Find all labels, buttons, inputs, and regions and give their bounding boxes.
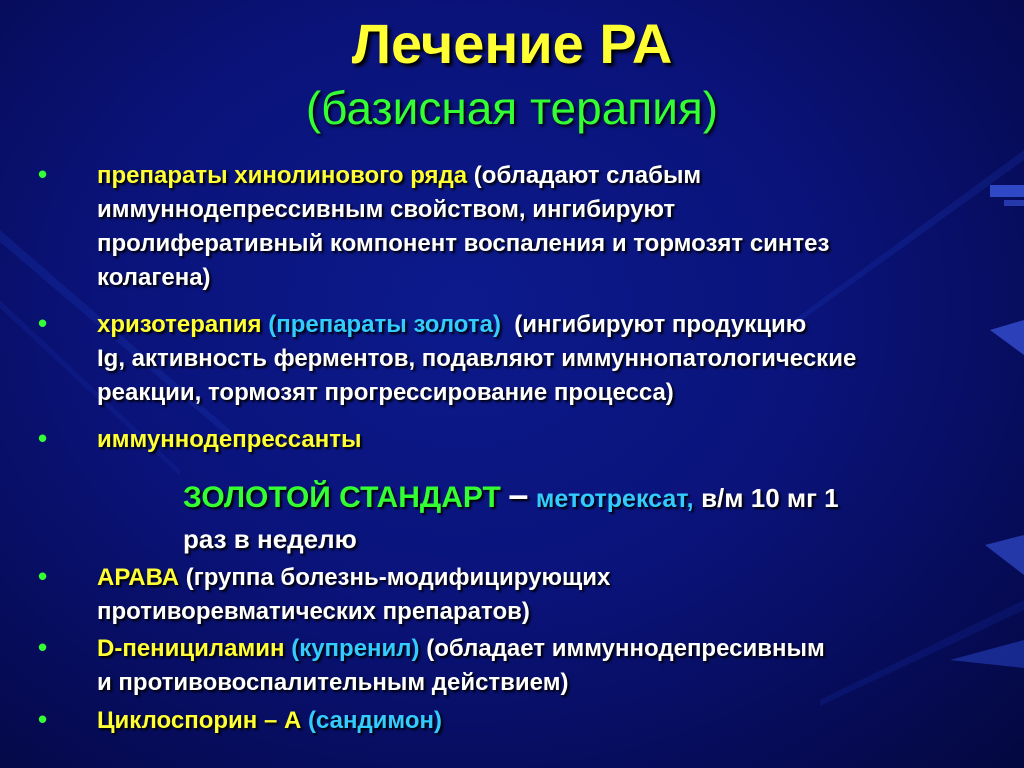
gold-standard-dose: в/м 10 мг 1 [701,483,839,513]
item-description: реакции, тормозят прогрессирование процесса) [97,379,674,406]
gold-standard-note [183,475,983,559]
item-description: иммуннодепрессивным свойством, ингибируют [97,196,676,223]
item-description: пролиферативный компонент воспаления и тормозят синтез [97,230,830,257]
list-item-cyclosporine [97,704,1007,738]
gold-standard-dose: раз в неделю [183,524,357,554]
item-description: противоревматических препаратов) [97,598,530,625]
item-highlight: АРАВА [97,564,180,591]
list-item-quinoline [97,159,1007,295]
item-parenthetical: (препараты золота) [268,311,501,338]
gold-standard-drug: метотрексат, [535,485,694,513]
item-highlight: Циклоспорин – А [97,707,302,734]
slide-title: Лечение РА [351,12,673,75]
item-description: Ig, активность ферментов, подавляют иммуннопатологические [97,345,857,372]
item-highlight: хризотерапия [97,311,262,338]
slide-subtitle: (базисная терапия) [305,82,719,134]
item-description: (группа болезнь-модифицирующих [185,564,611,591]
bullet: • [38,159,48,189]
item-highlight: D-пенициламин [97,635,285,662]
item-description: и противовоспалительным действием) [97,669,569,696]
item-description: (обладает иммуннодепресивным [426,635,825,662]
item-description: (ингибируют продукцию [514,311,807,338]
item-description: колагена) [97,264,211,291]
list-item-immunosuppressants [97,423,1007,457]
list-item-penicillamine [97,632,1007,700]
item-description: (обладают слабым [473,162,702,189]
bullet: • [38,632,48,662]
bullet: • [38,423,48,453]
gold-standard-label: ЗОЛОТОЙ СТАНДАРТ [183,481,501,514]
list-item-chrysotherapy [97,308,1007,410]
bullet: • [38,561,48,591]
bullet: • [38,704,48,734]
list-item-arava [97,561,1007,629]
item-highlight: иммуннодепрессанты [97,426,362,453]
bullet: • [38,308,48,338]
item-parenthetical: (купренил) [291,635,420,662]
gold-standard-dash: – [508,474,529,515]
item-parenthetical: (сандимон) [307,707,443,734]
item-highlight: препараты хинолинового ряда [97,162,468,189]
